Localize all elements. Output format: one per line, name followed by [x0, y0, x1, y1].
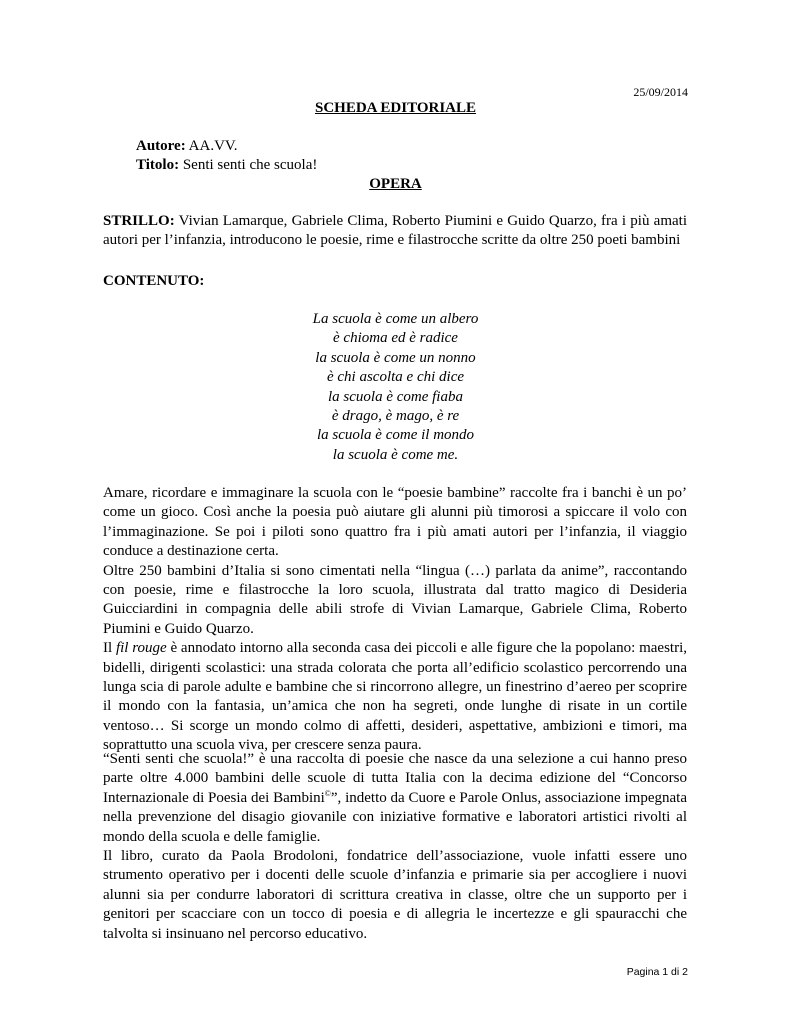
poem-line: la scuola è come un nonno	[315, 349, 476, 366]
copyright-superscript: ©	[324, 788, 331, 798]
paragraph-text: Il	[103, 640, 116, 657]
paragraph-text: ”, indetto da Cuore e Parole Onlus, associazione impegnata nella prevenzione del disagio giovanile con iniziative formative e laboratori artistici rivolti al mondo della scuola e delle famiglie.	[103, 789, 687, 845]
poem-line: è drago, è mago, è re	[331, 408, 460, 425]
contenuto-heading: CONTENUTO:	[103, 273, 205, 289]
poem-line: è chioma ed è radice	[333, 330, 458, 347]
body-paragraph	[103, 750, 687, 847]
opera-heading: OPERA	[369, 176, 422, 192]
body-paragraph: Il libro, curato da Paola Brodoloni, fondatrice dell’associazione, vuole infatti essere uno strumento operativo per i docenti delle scuole d’infanzia e primarie sia per accogliere i nuovi alunni sia per condurre laboratori di scrittura creativa in classe, oltre che un supporto per i genitori per scacciare con un tocco di poesia e di allegria le incertezze e gli spauracchi che talvolta si insinuano nel percorso educativo.	[103, 848, 687, 942]
metadata-block	[136, 137, 317, 175]
poem-line: la scuola è come fiaba	[328, 388, 463, 405]
paragraph-text: “Senti senti che scuola!” è una raccolta di poesie che nasce da una selezione a cui hanno preso parte oltre 4.000 bambini delle scuole di tutta Italia con la decima edizione del “Concorso Internazionale di Poesia dei Bambini	[103, 751, 687, 806]
title-label: Titolo:	[136, 157, 180, 173]
strillo-label: STRILLO:	[103, 213, 175, 229]
body-text-block	[103, 484, 687, 756]
author-label: Autore:	[136, 138, 186, 154]
poem-line: la scuola è come me.	[332, 446, 459, 463]
author-value: AA.VV.	[188, 138, 238, 154]
document-title: SCHEDA EDITORIALE	[314, 100, 477, 116]
author-line	[136, 137, 317, 156]
title-value: Senti senti che scuola!	[182, 157, 318, 173]
title-line	[136, 156, 317, 175]
paragraph-text: è annodato intorno alla seconda casa dei piccoli e alle figure che la popolano: maestri, bidelli, dirigenti scolastici: una strada colorata che porta all’edificio scolastico percorrendo una lunga scia di parole adulte e bambine che si rincorrono allegre, un finestrino d’aereo per scoprire il mondo con la fantasia, un’amica che non ha segreti, onde lunghe di risate in un cortile ventoso… Si scorge un mondo colmo di affetti, desideri, aspettative, ambizioni e timori, ma soprattutto una scuola viva, per crescere senza paura.	[103, 640, 687, 754]
poem-line: è chi ascolta e chi dice	[326, 369, 465, 386]
body-paragraph	[103, 639, 687, 755]
document-date: 25/09/2014	[633, 85, 688, 99]
strillo-paragraph	[103, 212, 687, 251]
page-number: Pagina 1 di 2	[626, 966, 688, 978]
fil-rouge-italic: fil rouge	[115, 640, 167, 657]
body-paragraph: Amare, ricordare e immaginare la scuola con le “poesie bambine” raccolte fra i banchi è un po’ come un gioco. Così anche la poesia può aiutare gli alunni più timorosi a spiccare il volo con l’immaginazione. Se poi i piloti sono quattro fra i più amati autori per l’infanzia, il viaggio conduce a destinazione certa.	[103, 485, 687, 560]
body-paragraph: Oltre 250 bambini d’Italia si sono cimentati nella “lingua (…) parlata da anime”, raccontando con poesie, rime e filastrocche la loro scuola, illustrata dal tratto magico di Desideria Guicciardini in compagnia delle abili strofe di Vivian Lamarque, Gabriele Clima, Roberto Piumini e Guido Quarzo.	[103, 562, 687, 637]
poem-block	[0, 310, 791, 465]
strillo-text: Vivian Lamarque, Gabriele Clima, Roberto Piumini e Guido Quarzo, fra i più amati autori per l’infanzia, introducono le poesie, rime e filastrocche scritte da oltre 250 poeti bambini	[103, 213, 687, 249]
poem-line: La scuola è come un albero	[312, 311, 479, 327]
body-text-block	[103, 750, 687, 944]
poem-line: la scuola è come il mondo	[316, 427, 475, 444]
